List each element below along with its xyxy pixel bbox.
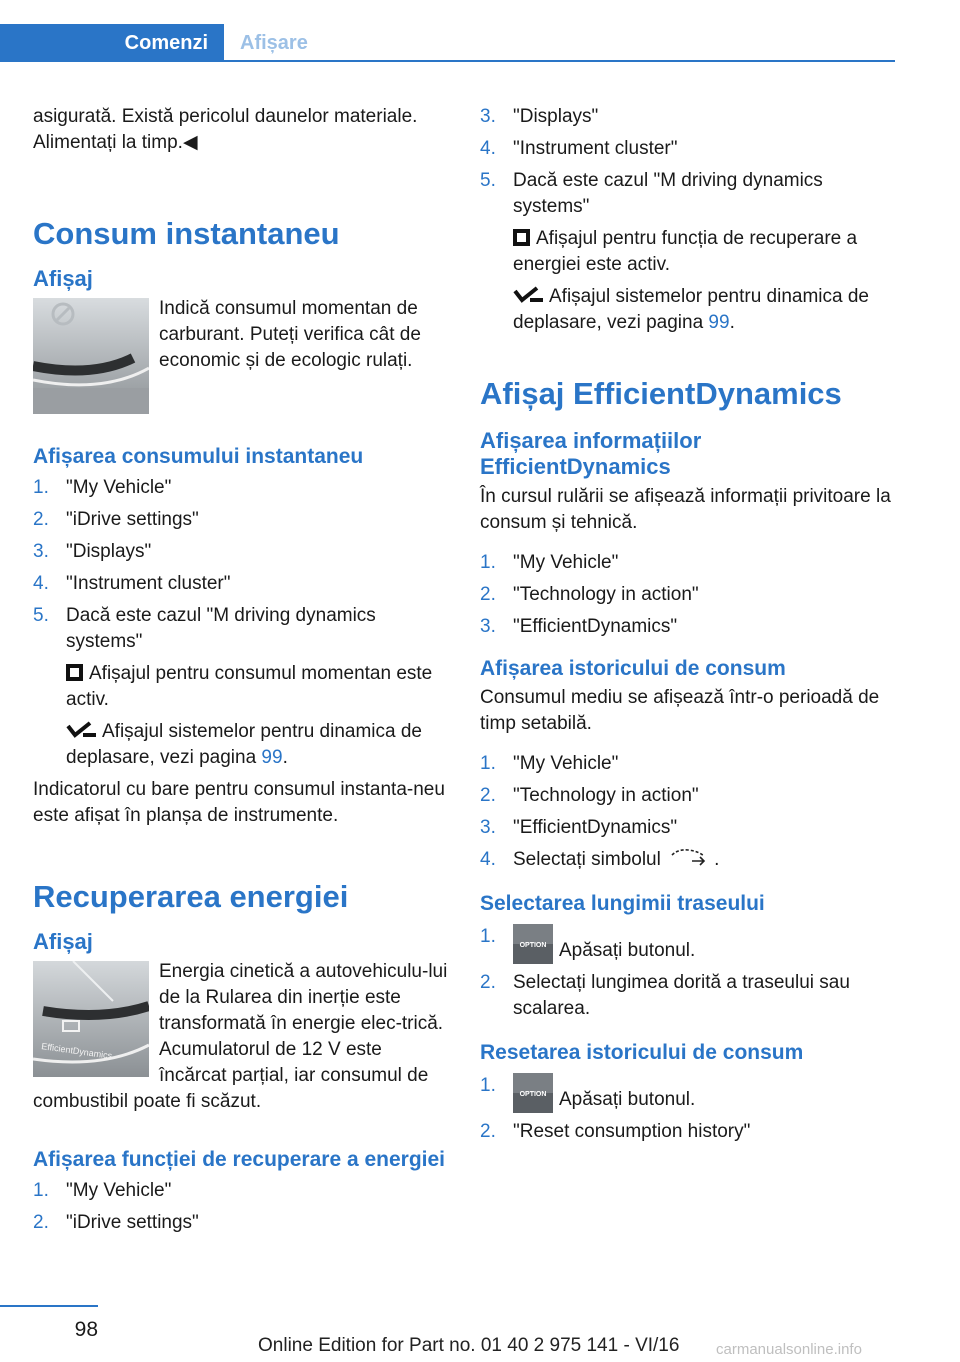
checkmark-bar-icon — [66, 721, 96, 739]
option-label: OPTION — [519, 1091, 547, 1098]
list-item: 1. "My Vehicle" — [33, 1178, 451, 1204]
history-description: Consumul mediu se afișează într-o perioadă de timp setabilă. — [480, 687, 880, 734]
efficientdynamics-label: EfficientDynamics — [40, 1041, 113, 1061]
list-item: 3. "Displays" — [480, 104, 898, 130]
list-item: 4. Selectați simbolul . — [480, 849, 720, 870]
header-tabs — [0, 24, 895, 62]
section-title-recuperare: Recuperarea energiei — [33, 879, 349, 914]
left-column — [33, 104, 451, 1236]
list-item: 3. "Displays" — [33, 539, 451, 565]
step-text: systems" — [513, 196, 590, 217]
option-button-icon — [513, 924, 553, 964]
tab-afisare[interactable]: Afișare — [240, 32, 308, 54]
step-text: Selectați simbolul — [513, 849, 661, 870]
list-item: 4. "Instrument cluster" — [33, 571, 451, 597]
subtitle-afisaj-2: Afișaj — [33, 929, 93, 954]
list-item: 3. "EfficientDynamics" — [480, 815, 898, 841]
recuperare-block — [33, 959, 451, 1115]
list-item: 5. Dacă este cazul "M driving dynamics systems" — [33, 603, 451, 655]
recuperare-steps-title: Afișarea funcției de recuperare a energiei — [33, 1148, 446, 1171]
consum-steps-title: Afișarea consumului instantaneu — [33, 445, 364, 468]
section-title-consum: Consum instantaneu — [33, 216, 340, 251]
list-item: 1. OPTION Apăsați butonul. — [480, 924, 898, 964]
consum-block — [33, 296, 451, 414]
consum-description: Indică consumul momentan de carburant. Puteți verifica cât de economic și de ecologic rulați. — [159, 298, 421, 371]
step-text: "My Vehicle" — [513, 552, 619, 573]
step-text: "Displays" — [513, 106, 599, 127]
step-text: Apăsați butonul. — [559, 940, 696, 961]
edition-text: Online Edition for Part no. 01 40 2 975 141 - VI/16 — [258, 1335, 680, 1356]
option-recuperare-active: Afișajul pentru funcția de recuperare a energiei este activ. — [513, 228, 858, 275]
step-text: "Instrument cluster" — [66, 573, 231, 594]
length-title: Selectarea lungimii traseului — [480, 892, 765, 915]
list-item: 1. "My Vehicle" — [480, 550, 898, 576]
step-text: "My Vehicle" — [66, 1180, 172, 1201]
step-text: Apăsați butonul. — [559, 1089, 696, 1110]
list-item: 1. "My Vehicle" — [480, 751, 898, 777]
length-steps — [480, 924, 898, 1022]
tab-comenzi[interactable]: Comenzi — [0, 24, 224, 62]
list-item: 5. Dacă este cazul "M driving dynamics systems" — [480, 168, 898, 220]
consum-steps — [33, 475, 451, 771]
subtitle-afisaj-1: Afișaj — [33, 266, 93, 291]
step-text: Selectați lungimea dorită a traseului sau scalarea. — [513, 972, 850, 1019]
gauge-image-recuperare — [33, 961, 149, 1077]
step-text: "My Vehicle" — [513, 753, 619, 774]
continued-steps — [480, 104, 898, 336]
list-item: 1. "My Vehicle" — [33, 475, 451, 501]
list-item: 2. "Technology in action" — [480, 582, 898, 608]
step-text: Dacă este cazul "M driving dynamics — [66, 605, 376, 626]
list-item: 4. "Instrument cluster" — [480, 136, 898, 162]
footer-rule — [0, 1305, 98, 1307]
list-item: 2. "iDrive settings" — [33, 1210, 451, 1236]
step-text: Dacă este cazul "M driving dynamics — [513, 170, 823, 191]
checkmark-bar-icon — [513, 286, 543, 304]
option-label: OPTION — [519, 942, 547, 949]
step-text: "EfficientDynamics" — [513, 817, 678, 838]
watermark: carmanualsonline.info — [716, 1341, 862, 1358]
gauge-image-consum — [33, 298, 149, 414]
step-text: "My Vehicle" — [66, 477, 172, 498]
section-title-efficientdynamics: Afișaj EfficientDynamics — [480, 376, 842, 411]
square-icon — [66, 664, 83, 681]
step-text: "iDrive settings" — [66, 509, 199, 530]
list-item: 3. "EfficientDynamics" — [480, 614, 898, 640]
option-dynamics: Afișajul sistemelor pentru dinamica de deplasare, vezi pagina 99. — [66, 721, 422, 768]
efficientdynamics-steps — [480, 550, 898, 640]
consum-note: Indicatorul cu bare pentru consumul instanta-neu este afișat în planșa de instrumente. — [33, 779, 445, 826]
page-link[interactable]: 99 — [261, 747, 283, 768]
page-number: 98 — [74, 1318, 98, 1341]
step-text: "Reset consumption history" — [513, 1121, 751, 1142]
option-consum-active: Afișajul pentru consumul momentan este activ. — [66, 663, 433, 710]
step-text: "iDrive settings" — [66, 1212, 199, 1233]
subtitle-efficientdynamics: Afișarea informațiilor EfficientDynamics — [480, 428, 702, 479]
step-text: "Displays" — [66, 541, 152, 562]
option-dynamics: Afișajul sistemelor pentru dinamica de deplasare, vezi pagina 99. — [513, 286, 869, 333]
right-column — [480, 104, 898, 1145]
list-item: 2. "Reset consumption history" — [480, 1119, 898, 1145]
list-item: 1. OPTION Apăsați butonul. — [480, 1073, 898, 1113]
page-link[interactable]: 99 — [708, 312, 730, 333]
list-item: 2. "Technology in action" — [480, 783, 898, 809]
efficientdynamics-description: În cursul rulării se afișează informații privitoare la consum și tehnică. — [480, 486, 891, 533]
intro-line-1: asigurată. Există pericolul daunelor materiale. — [33, 106, 418, 127]
step-text: "Instrument cluster" — [513, 138, 678, 159]
square-icon — [513, 229, 530, 246]
car-arrow-icon — [670, 847, 710, 869]
reset-title: Resetarea istoricului de consum — [480, 1041, 804, 1064]
history-title: Afișarea istoricului de consum — [480, 657, 786, 680]
step-text: "EfficientDynamics" — [513, 616, 678, 637]
history-steps — [480, 751, 898, 873]
step-text: "Technology in action" — [513, 785, 699, 806]
step-text: systems" — [66, 631, 143, 652]
option-button-icon — [513, 1073, 553, 1113]
recuperare-steps — [33, 1178, 451, 1236]
intro-line-2: Alimentați la timp.◀ — [33, 132, 198, 153]
recuperare-description: Energia cinetică a autovehiculu-lui de la Rularea din inerție este transformată în energie elec-trică. Acumulatorul de 12 V este încărcat parțial, iar consumul de combustibil poate fi scăzut. — [33, 961, 448, 1112]
list-item: 2. Selectați lungimea dorită a traseului sau scalarea. — [480, 970, 898, 1022]
list-item: 2. "iDrive settings" — [33, 507, 451, 533]
step-text: "Technology in action" — [513, 584, 699, 605]
reset-steps — [480, 1073, 898, 1145]
